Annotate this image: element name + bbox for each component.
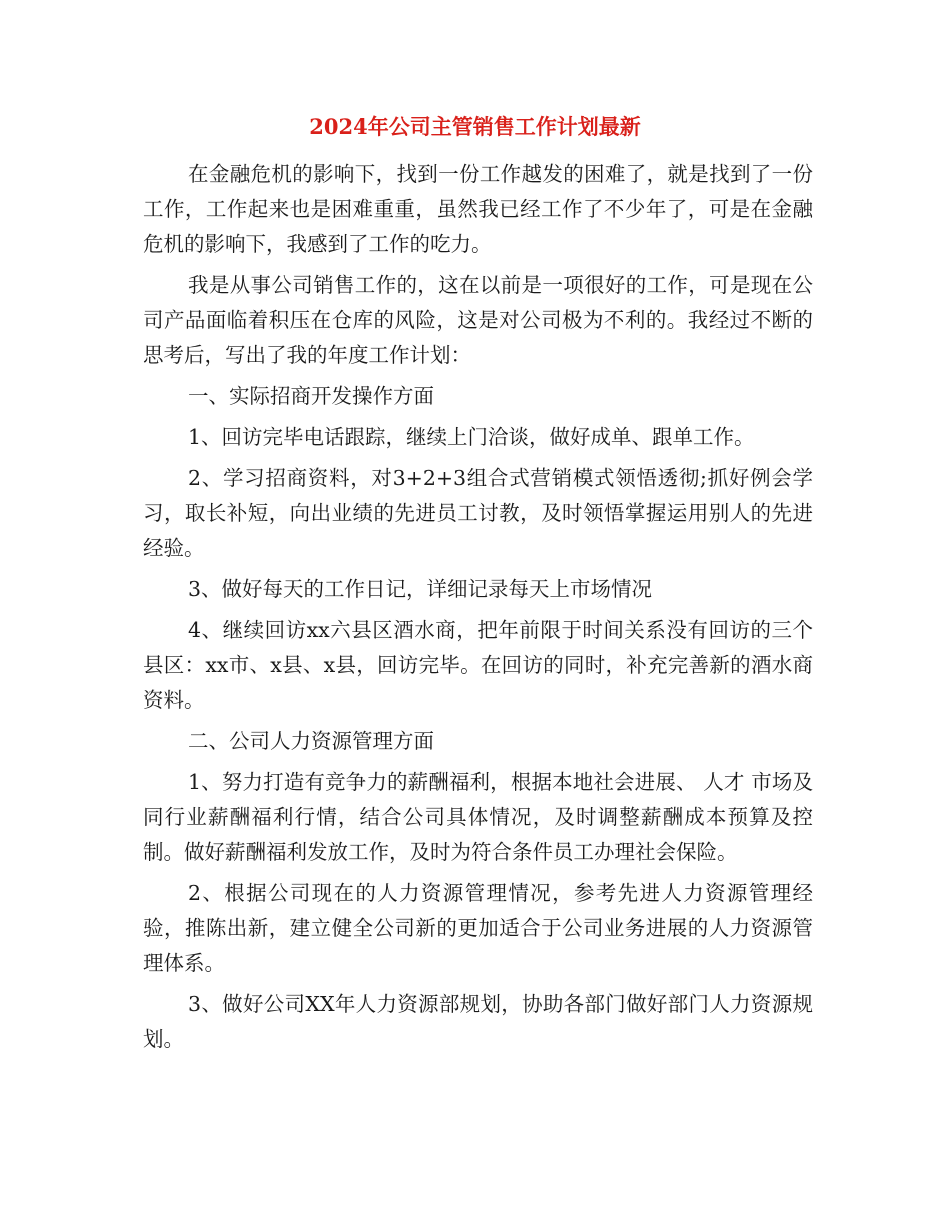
list-item: 3、做好每天的工作日记，详细记录每天上市场情况 <box>188 577 653 601</box>
section-heading-1: 一、实际招商开发操作方面 <box>188 384 434 408</box>
section-heading-2: 二、公司人力资源管理方面 <box>188 729 434 753</box>
document-body <box>143 157 813 1063</box>
list-item: 4、继续回访xx六县区酒水商，把年前限于时间关系没有回访的三个县区：xx市、x县、x县，回访完毕。在回访的同时，补充完善新的酒水商资料。 <box>143 618 813 712</box>
list-item: 3、做好公司XX年人力资源部规划，协助各部门做好部门人力资源规划。 <box>143 992 813 1051</box>
list-item: 2、根据公司现在的人力资源管理情况，参考先进人力资源管理经验，推陈出新，建立健全公司新的更加适合于公司业务进展的人力资源管理体系。 <box>143 881 813 975</box>
list-item: 2、学习招商资料，对3+2+3组合式营销模式领悟透彻;抓好例会学习，取长补短，向出业绩的先进员工讨教，及时领悟掌握运用别人的先进经验。 <box>143 466 813 560</box>
list-item: 1、努力打造有竞争力的薪酬福利，根据本地社会进展、 人才 市场及同行业薪酬福利行情，结合公司具体情况，及时调整薪酬成本预算及控制。做好薪酬福利发放工作，及时为符合条件员工办理社会保险。 <box>143 770 813 864</box>
document-title: 2024年公司主管销售工作计划最新 <box>309 114 641 139</box>
paragraph-intro-2: 我是从事公司销售工作的，这在以前是一项很好的工作，可是现在公司产品面临着积压在仓库的风险，这是对公司极为不利的。我经过不断的思考后，写出了我的年度工作计划： <box>143 273 813 367</box>
paragraph-intro-1: 在金融危机的影响下，找到一份工作越发的困难了，就是找到了一份工作，工作起来也是困难重重，虽然我已经工作了不少年了，可是在金融危机的影响下，我感到了工作的吃力。 <box>143 162 813 256</box>
list-item: 1、回访完毕电话跟踪，继续上门洽谈，做好成单、跟单工作。 <box>188 425 755 449</box>
